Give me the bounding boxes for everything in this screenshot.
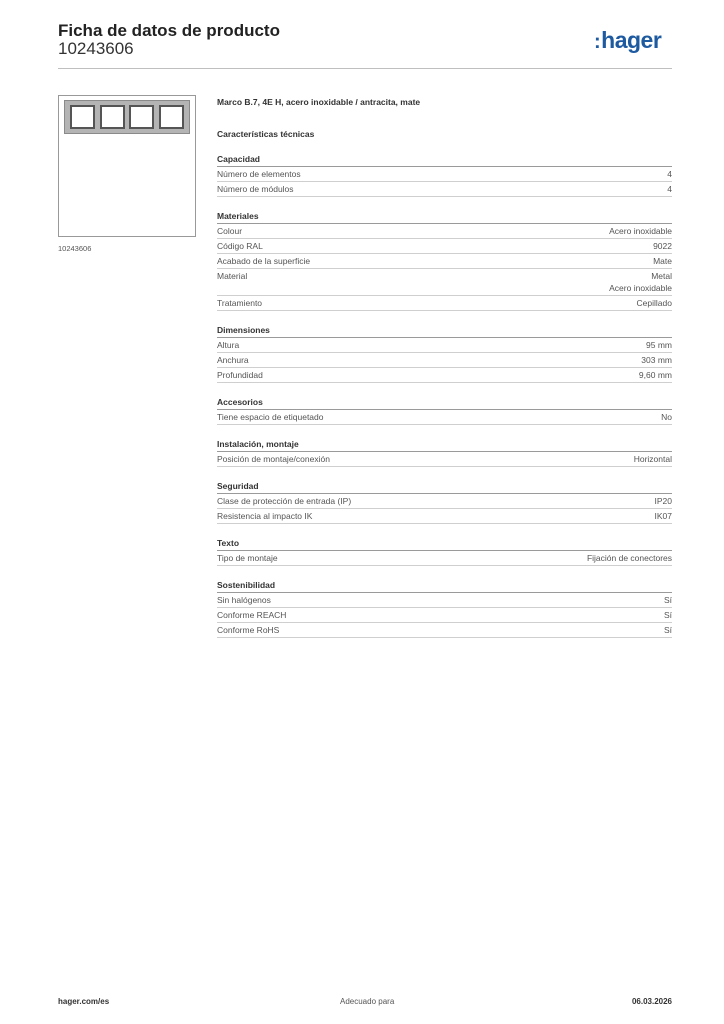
spec-value (639, 369, 672, 381)
spec-value (646, 339, 672, 351)
spec-section (217, 153, 672, 197)
section-title: Accesorios (217, 396, 672, 410)
spec-label: Número de módulos (217, 184, 294, 194)
spec-label: Acabado de la superficie (217, 256, 311, 266)
spec-value-line: 95 mm (646, 340, 672, 350)
logo-mark-icon: : (594, 31, 601, 53)
spec-section (217, 537, 672, 566)
spec-row (217, 269, 672, 296)
spec-value-line: IK07 (654, 511, 672, 521)
footer-note: Adecuado para (340, 997, 395, 1006)
section-title: Instalación, montaje (217, 438, 672, 452)
spec-value (609, 270, 672, 294)
spec-value (664, 609, 672, 621)
footer-date: 06.03.2026 (631, 997, 672, 1006)
spec-value (634, 453, 672, 465)
spec-value-line: Sí (663, 625, 672, 635)
spec-value-line: Cepillado (636, 298, 672, 308)
spec-value (655, 495, 673, 507)
spec-value (587, 552, 672, 564)
spec-label: Número de elementos (217, 169, 301, 179)
spec-value-line: Sí (663, 595, 672, 605)
spec-value-line: 9,60 mm (638, 370, 672, 380)
product-name: Marco B.7, 4E H, acero inoxidable / antracita, mate (217, 97, 421, 107)
section-title: Capacidad (217, 153, 672, 167)
spec-value-line: 4 (667, 184, 672, 194)
spec-value-line: No (661, 412, 672, 422)
spec-row (217, 338, 672, 353)
spec-row (217, 353, 672, 368)
spec-label: Posición de montaje/conexión (217, 454, 330, 464)
spec-row (217, 551, 672, 566)
spec-label: Conforme REACH (217, 610, 287, 620)
spec-label: Conforme RoHS (217, 625, 280, 635)
spec-label: Altura (217, 340, 240, 350)
spec-row (217, 608, 672, 623)
frame-slot (159, 105, 184, 129)
spec-value (664, 594, 672, 606)
page-title: Ficha de datos de producto (58, 21, 280, 40)
spec-label: Sin halógenos (217, 595, 271, 605)
spec-sections (217, 153, 672, 638)
header-divider (58, 68, 672, 69)
spec-value (653, 240, 672, 252)
spec-row (217, 593, 672, 608)
section-title: Dimensiones (217, 324, 672, 338)
spec-value-line: Acero inoxidable (609, 283, 672, 293)
section-title: Materiales (217, 210, 672, 224)
spec-value-line: 4 (667, 169, 672, 179)
spec-value (655, 510, 673, 522)
spec-row (217, 509, 672, 524)
spec-section (217, 438, 672, 467)
spec-value (609, 225, 672, 237)
frame-slot (70, 105, 95, 129)
spec-value-line: 9022 (653, 241, 672, 251)
spec-value-line: Sí (663, 610, 672, 620)
spec-value (641, 354, 672, 366)
frame-slot (100, 105, 125, 129)
spec-row (217, 254, 672, 269)
spec-row (217, 410, 672, 425)
section-title: Seguridad (217, 480, 672, 494)
spec-label: Material (217, 271, 248, 281)
spec-section (217, 210, 672, 311)
spec-row (217, 368, 672, 383)
tech-characteristics-title: Características técnicas (217, 129, 315, 139)
spec-value (637, 297, 672, 309)
spec-value-line: IP20 (654, 496, 672, 506)
spec-label: Colour (217, 226, 243, 236)
spec-value-line: Acero inoxidable (609, 226, 672, 236)
spec-row (217, 494, 672, 509)
image-caption: 10243606 (58, 244, 92, 253)
spec-value-line: Mate (653, 256, 672, 266)
spec-value (661, 411, 672, 423)
spec-row (217, 296, 672, 311)
spec-label: Tiene espacio de etiquetado (217, 412, 324, 422)
hager-logo (594, 27, 661, 54)
product-code: 10243606 (58, 39, 134, 58)
spec-section (217, 579, 672, 638)
spec-label: Anchura (217, 355, 249, 365)
spec-row (217, 167, 672, 182)
spec-row (217, 623, 672, 638)
spec-row (217, 182, 672, 197)
frame-slot (129, 105, 154, 129)
product-image (58, 95, 196, 237)
spec-value-line: 303 mm (641, 355, 672, 365)
footer-website: hager.com/es (58, 997, 110, 1006)
spec-label: Tratamiento (217, 298, 263, 308)
spec-value (667, 183, 672, 195)
spec-row (217, 239, 672, 254)
section-title: Texto (217, 537, 672, 551)
spec-section (217, 396, 672, 425)
spec-row (217, 224, 672, 239)
spec-label: Tipo de montaje (217, 553, 278, 563)
spec-row (217, 452, 672, 467)
section-title: Sostenibilidad (217, 579, 672, 593)
spec-value-line: Fijación de conectores (586, 553, 672, 563)
spec-value (667, 168, 672, 180)
spec-value (664, 624, 672, 636)
spec-value-line: Metal (651, 271, 672, 281)
spec-section (217, 324, 672, 383)
spec-label: Clase de protección de entrada (IP) (217, 496, 352, 506)
spec-section (217, 480, 672, 524)
spec-value-line: Horizontal (633, 454, 672, 464)
spec-label: Código RAL (217, 241, 263, 251)
spec-value (653, 255, 672, 267)
logo-text: hager (601, 27, 662, 53)
frame-image (64, 100, 190, 134)
spec-label: Profundidad (217, 370, 263, 380)
spec-label: Resistencia al impacto IK (217, 511, 313, 521)
spec-content (217, 95, 672, 638)
